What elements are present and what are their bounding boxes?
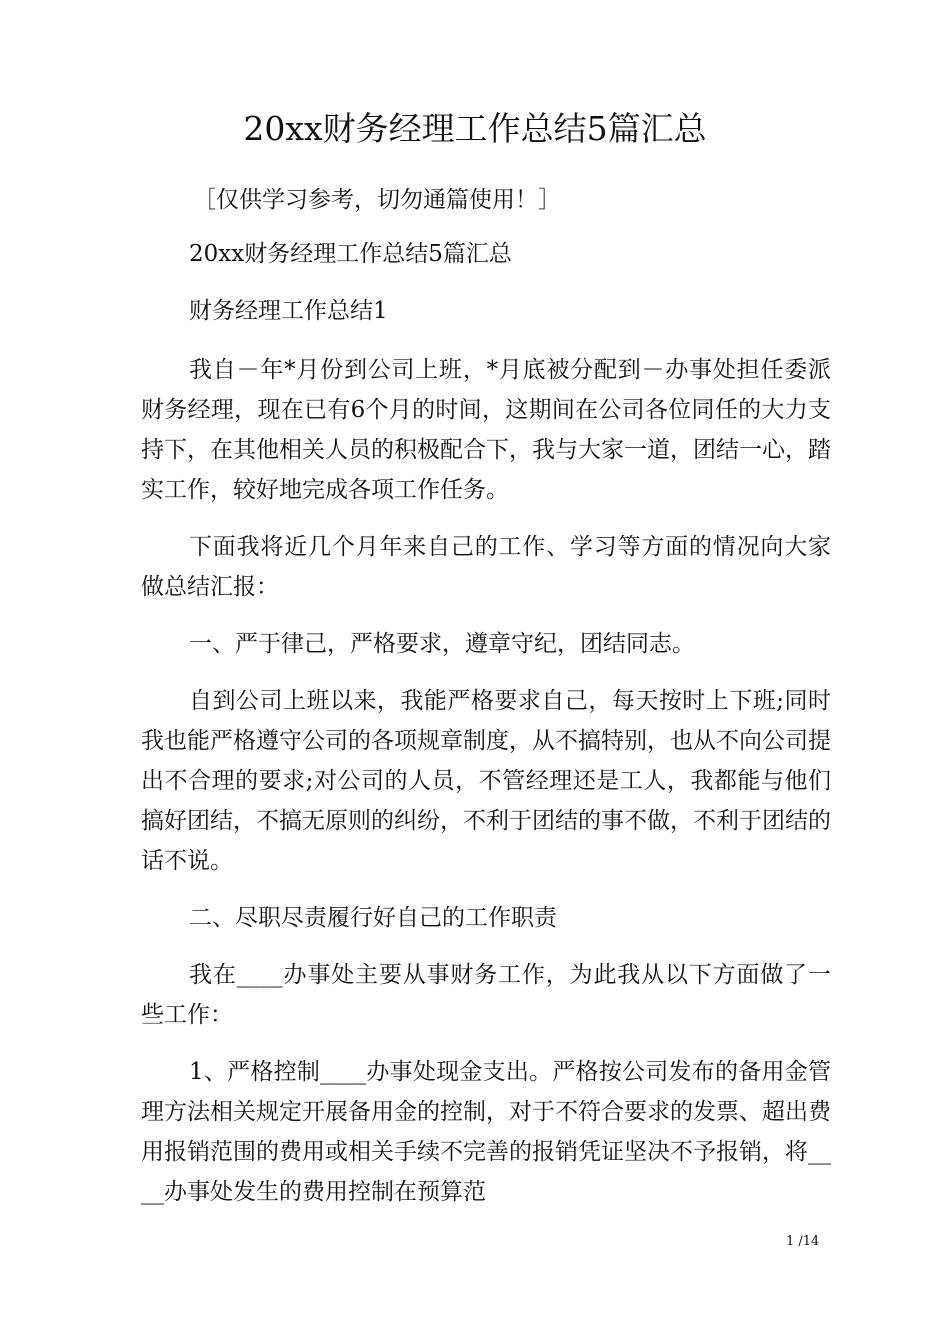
body-paragraph: 我在____办事处主要从事财务工作，为此我从以下方面做了一些工作： (141, 962, 831, 1028)
body-paragraph: 1、严格控制____办事处现金支出。严格按公司发布的备用金管理方法相关规定开展备用金的控制，对于不符合要求的发票、超出费用报销范围的费用或相关手续不完善的报销凭证坚决不予报销，将____办事处发生的费用控制在预算范 (141, 1059, 831, 1205)
page-number: 1 /14 (786, 1234, 820, 1249)
section-heading: 财务经理工作总结1 (189, 298, 388, 324)
list-heading: 二、尽职尽责履行好自己的工作职责 (189, 905, 557, 931)
body-paragraph: 我自－年*月份到公司上班，*月底被分配到－办事处担任委派财务经理，现在已有6个月的时间，这期间在公司各位同任的大力支持下，在其他相关人员的积极配合下，我与大家一道，团结一心，踏实工作，较好地完成各项工作任务。 (141, 357, 831, 503)
subtitle-paragraph: 20xx财务经理工作总结5篇汇总 (189, 241, 512, 267)
list-heading: 一、严于律己，严格要求，遵章守纪，团结同志。 (189, 631, 695, 657)
document-body (141, 180, 831, 1229)
document-title: 20xx财务经理工作总结5篇汇总 (243, 109, 707, 148)
usage-notice: ［仅供学习参考，切勿通篇使用！］ (193, 187, 561, 213)
body-paragraph: 自到公司上班以来，我能严格要求自己，每天按时上下班;同时我也能严格遵守公司的各项规章制度，从不搞特别，也从不向公司提出不合理的要求;对公司的人员，不管经理还是工人，我都能与他们搞好团结，不搞无原则的纠纷，不利于团结的事不做，不利于团结的话不说。 (141, 688, 831, 874)
body-paragraph: 下面我将近几个月年来自己的工作、学习等方面的情况向大家做总结汇报： (141, 534, 831, 600)
